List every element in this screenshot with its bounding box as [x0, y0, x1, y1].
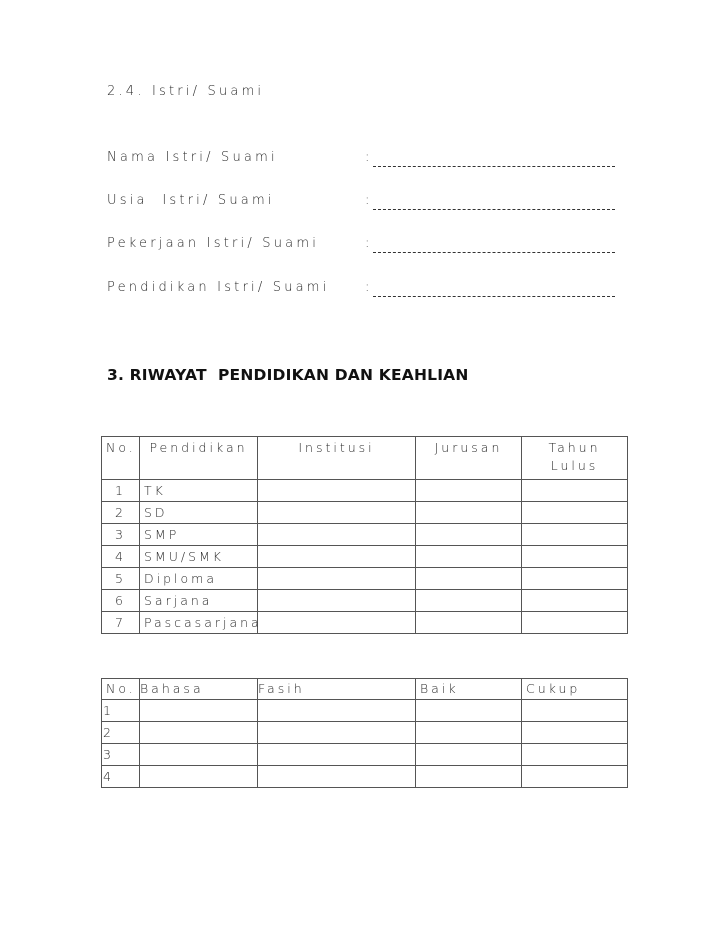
education-level: SMP — [140, 524, 258, 546]
tahun-lulus-cell[interactable] — [522, 502, 628, 524]
row-number: 3 — [102, 524, 140, 546]
field-label: Pendidikan Istri/ Suami — [107, 280, 330, 295]
education-level: TK — [140, 480, 258, 502]
row-number: 1 — [102, 480, 140, 502]
jurusan-cell[interactable] — [416, 524, 522, 546]
language-table — [101, 678, 628, 788]
education-table — [101, 436, 628, 634]
row-number: 3 — [102, 744, 140, 766]
table-row — [102, 568, 628, 590]
education-level: Diploma — [140, 568, 258, 590]
institusi-cell[interactable] — [258, 480, 416, 502]
tahun-lulus-cell[interactable] — [522, 480, 628, 502]
fasih-cell[interactable] — [258, 700, 416, 722]
jurusan-cell[interactable] — [416, 590, 522, 612]
tahun-lulus-cell[interactable] — [522, 524, 628, 546]
table-row — [102, 722, 628, 744]
field-colon: : — [365, 236, 373, 251]
education-level: Pascasarjana — [140, 612, 258, 634]
table-row — [102, 480, 628, 502]
jurusan-cell[interactable] — [416, 612, 522, 634]
field-label: Pekerjaan Istri/ Suami — [107, 236, 320, 251]
row-number: 2 — [102, 502, 140, 524]
table-row — [102, 700, 628, 722]
header-cukup: Cukup — [522, 679, 628, 700]
row-number: 6 — [102, 590, 140, 612]
field-colon: : — [365, 280, 373, 295]
table-row — [102, 590, 628, 612]
fill-line[interactable] — [373, 209, 615, 210]
header-no: No. — [102, 679, 140, 700]
education-level: SMU/SMK — [140, 546, 258, 568]
institusi-cell[interactable] — [258, 590, 416, 612]
field-colon: : — [365, 193, 373, 208]
header-bahasa: Bahasa — [140, 679, 258, 700]
table-row — [102, 524, 628, 546]
education-level: Sarjana — [140, 590, 258, 612]
cukup-cell[interactable] — [522, 700, 628, 722]
table-row — [102, 766, 628, 788]
header-jurusan: Jurusan — [416, 437, 522, 480]
row-number: 1 — [102, 700, 140, 722]
field-pekerjaan-istri-suami — [107, 236, 627, 256]
row-number: 7 — [102, 612, 140, 634]
baik-cell[interactable] — [416, 744, 522, 766]
table-row — [102, 612, 628, 634]
field-usia-istri-suami — [107, 193, 627, 213]
header-baik: Baik — [416, 679, 522, 700]
row-number: 5 — [102, 568, 140, 590]
tahun-lulus-cell[interactable] — [522, 546, 628, 568]
bahasa-cell[interactable] — [140, 722, 258, 744]
bahasa-cell[interactable] — [140, 700, 258, 722]
header-pendidikan: Pendidikan — [140, 437, 258, 480]
fill-line[interactable] — [373, 296, 615, 297]
bahasa-cell[interactable] — [140, 744, 258, 766]
fill-line[interactable] — [373, 252, 615, 253]
table-row — [102, 744, 628, 766]
institusi-cell[interactable] — [258, 524, 416, 546]
row-number: 4 — [102, 546, 140, 568]
bahasa-cell[interactable] — [140, 766, 258, 788]
institusi-cell[interactable] — [258, 546, 416, 568]
header-tahun-lulus: Tahun Lulus — [522, 437, 628, 480]
field-label: Usia Istri/ Suami — [107, 193, 275, 208]
field-label: Nama Istri/ Suami — [107, 150, 278, 165]
education-level: SD — [140, 502, 258, 524]
fasih-cell[interactable] — [258, 744, 416, 766]
fasih-cell[interactable] — [258, 722, 416, 744]
fasih-cell[interactable] — [258, 766, 416, 788]
table-row — [102, 502, 628, 524]
field-colon: : — [365, 150, 373, 165]
jurusan-cell[interactable] — [416, 480, 522, 502]
table-row — [102, 546, 628, 568]
field-pendidikan-istri-suami — [107, 280, 627, 300]
fill-line[interactable] — [373, 166, 615, 167]
baik-cell[interactable] — [416, 700, 522, 722]
jurusan-cell[interactable] — [416, 546, 522, 568]
table-header-row — [102, 679, 628, 700]
cukup-cell[interactable] — [522, 744, 628, 766]
header-fasih: Fasih — [258, 679, 416, 700]
cukup-cell[interactable] — [522, 766, 628, 788]
row-number: 2 — [102, 722, 140, 744]
section-title-istri-suami: 2.4. Istri/ Suami — [107, 84, 265, 99]
tahun-lulus-cell[interactable] — [522, 568, 628, 590]
tahun-lulus-cell[interactable] — [522, 612, 628, 634]
jurusan-cell[interactable] — [416, 568, 522, 590]
cukup-cell[interactable] — [522, 722, 628, 744]
header-institusi: Institusi — [258, 437, 416, 480]
tahun-lulus-cell[interactable] — [522, 590, 628, 612]
baik-cell[interactable] — [416, 766, 522, 788]
baik-cell[interactable] — [416, 722, 522, 744]
jurusan-cell[interactable] — [416, 502, 522, 524]
institusi-cell[interactable] — [258, 568, 416, 590]
section-heading-riwayat-pendidikan: 3. RIWAYAT PENDIDIKAN DAN KEAHLIAN — [107, 366, 469, 384]
institusi-cell[interactable] — [258, 612, 416, 634]
field-nama-istri-suami — [107, 150, 627, 170]
table-header-row — [102, 437, 628, 480]
header-no: No. — [102, 437, 140, 480]
institusi-cell[interactable] — [258, 502, 416, 524]
row-number: 4 — [102, 766, 140, 788]
